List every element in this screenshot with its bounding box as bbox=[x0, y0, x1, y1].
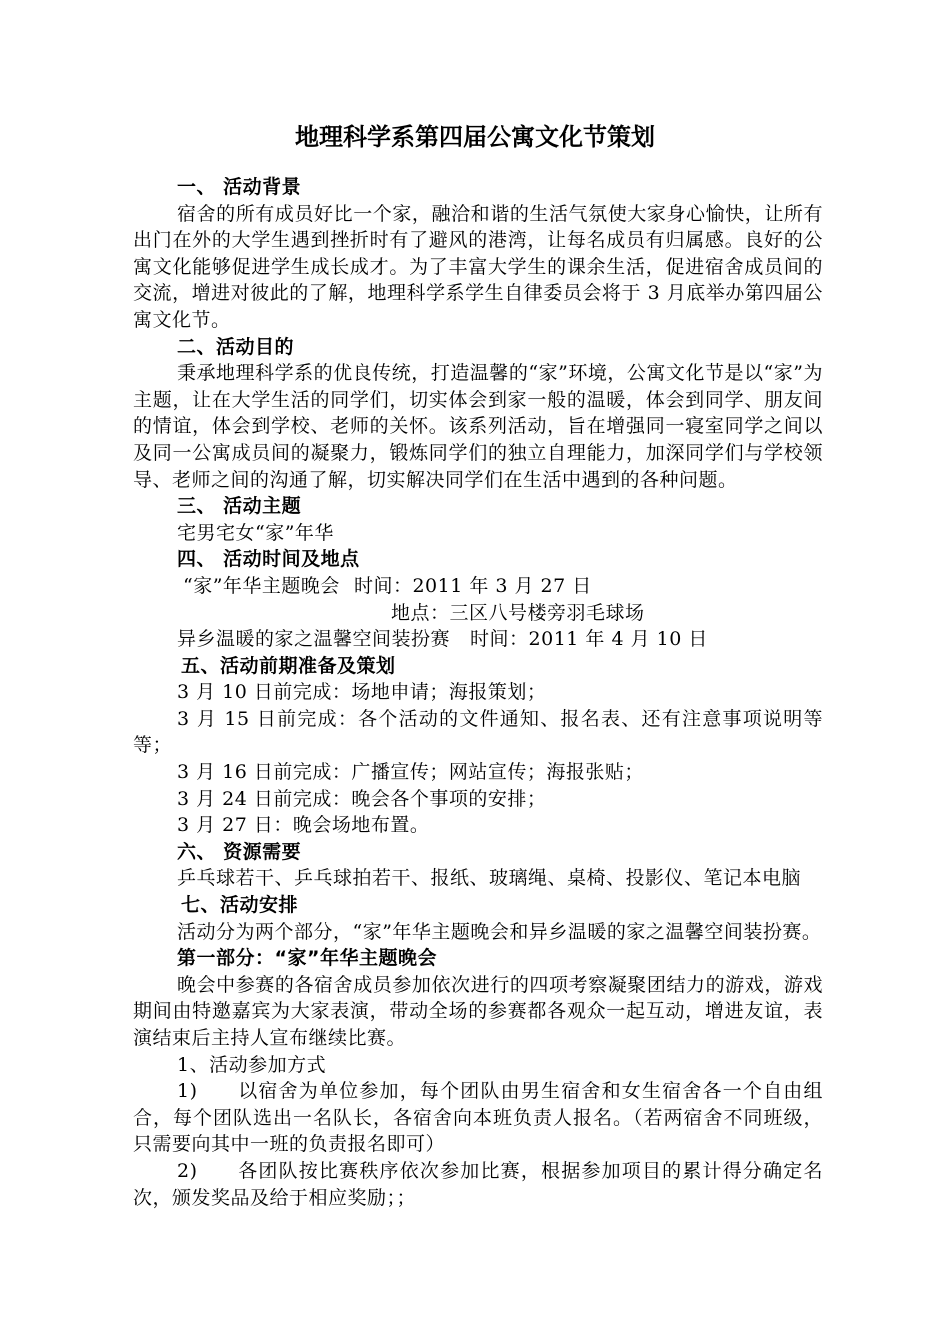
prep-item-2: 3 月 15 日前完成：各个活动的文件通知、报名表、还有注意事项说明等等； bbox=[133, 707, 823, 757]
subsection-participation: 1、活动参加方式 bbox=[177, 1053, 327, 1076]
part1-heading: 第一部分：“家”年华主题晚会 bbox=[177, 947, 437, 970]
section-heading-arrangement: 七、活动安排 bbox=[181, 894, 299, 917]
event2-time-row bbox=[133, 626, 823, 653]
item1-text: 以宿舍为单位参加，每个团队由男生宿舍和女生宿舍各一个自由组合，每个团队选出一名队长，各宿舍向本班负责人报名。（若两宿舍不同班级，只需要向其中一班的负责报名即可） bbox=[133, 1080, 823, 1156]
document-title: 地理科学系第四届公寓文化节策划 bbox=[295, 123, 655, 151]
event2-name: 异乡温暖的家之温馨空间装扮赛 bbox=[177, 628, 451, 651]
section-body-background: 宿舍的所有成员好比一个家，融洽和谐的生活气氛使大家身心愉快，让所有出门在外的大学生遇到挫折时有了避风的港湾，让每名成员有归属感。良好的公寓文化能够促进学生成长成才。为了丰富大学生的课余生活，促进宿舍成员间的交流，增进对彼此的了解，地理科学系学生自律委员会将于 3 月底举办第四届公寓文化节。 bbox=[133, 202, 823, 331]
section-heading-purpose: 二、活动目的 bbox=[177, 335, 295, 358]
section-body-purpose: 秉承地理科学系的优良传统，打造温馨的“家”环境，公寓文化节是以“家”为主题，让在大学生活的同学们，切实体会到家一般的温暖，体会到同学、朋友间的情谊，体会到学校、老师的关怀。该系列活动，旨在增强同一寝室同学之间以及同一公寓成员间的凝聚力，锻炼同学们的独立自理能力，加深同学们与学校领导、老师之间的沟通了解，切实解决同学们在生活中遇到的各种问题。 bbox=[133, 362, 823, 491]
section-body-resources: 乒乓球若干、乒乓球拍若干、报纸、玻璃绳、桌椅、投影仪、笔记本电脑 bbox=[177, 867, 802, 890]
prep-item-1: 3 月 10 日前完成：场地申请；海报策划； bbox=[177, 681, 547, 704]
prep-item-4: 3 月 24 日前完成：晚会各个事项的安排； bbox=[177, 787, 547, 810]
participation-item-1 bbox=[133, 1078, 823, 1158]
section-body-theme: 宅男宅女“家”年华 bbox=[177, 521, 334, 544]
item1-number: 1) bbox=[177, 1080, 198, 1103]
event1-place: 地点：三区八号楼旁羽毛球场 bbox=[391, 601, 645, 624]
document-body bbox=[133, 174, 823, 1211]
event1-name: “家”年华主题晚会 bbox=[183, 574, 340, 597]
item2-number: 2) bbox=[177, 1159, 198, 1182]
participation-item-2 bbox=[133, 1158, 823, 1211]
item2-text: 各团队按比赛秩序依次参加比赛，根据参加项目的累计得分确定名次，颁发奖品及给于相应奖励；； bbox=[133, 1159, 823, 1209]
section-heading-background: 一、 活动背景 bbox=[177, 176, 302, 198]
event1-time: 时间：2011 年 3 月 27 日 bbox=[353, 574, 592, 597]
section-heading-resources: 六、 资源需要 bbox=[177, 840, 302, 863]
section-heading-theme: 三、 活动主题 bbox=[177, 495, 302, 518]
event1-time-row bbox=[133, 573, 823, 600]
event2-time: 时间：2011 年 4 月 10 日 bbox=[470, 628, 708, 651]
part1-body: 晚会中参赛的各宿舍成员参加依次进行的四项考察凝聚团结力的游戏，游戏期间由特邀嘉宾为大家表演，带动全场的参赛都各观众一起互动，增进友谊，表演结束后主持人宣布继续比赛。 bbox=[133, 973, 823, 1049]
prep-item-3: 3 月 16 日前完成：广播宣传；网站宣传；海报张贴； bbox=[177, 761, 644, 784]
prep-item-5: 3 月 27 日：晚会场地布置。 bbox=[177, 814, 430, 837]
section-heading-time-place: 四、 活动时间及地点 bbox=[177, 548, 360, 571]
section-heading-preparation: 五、活动前期准备及策划 bbox=[181, 654, 396, 677]
section-body-arrangement: 活动分为两个部分，“家”年华主题晚会和异乡温暖的家之温馨空间装扮赛。 bbox=[177, 920, 822, 943]
